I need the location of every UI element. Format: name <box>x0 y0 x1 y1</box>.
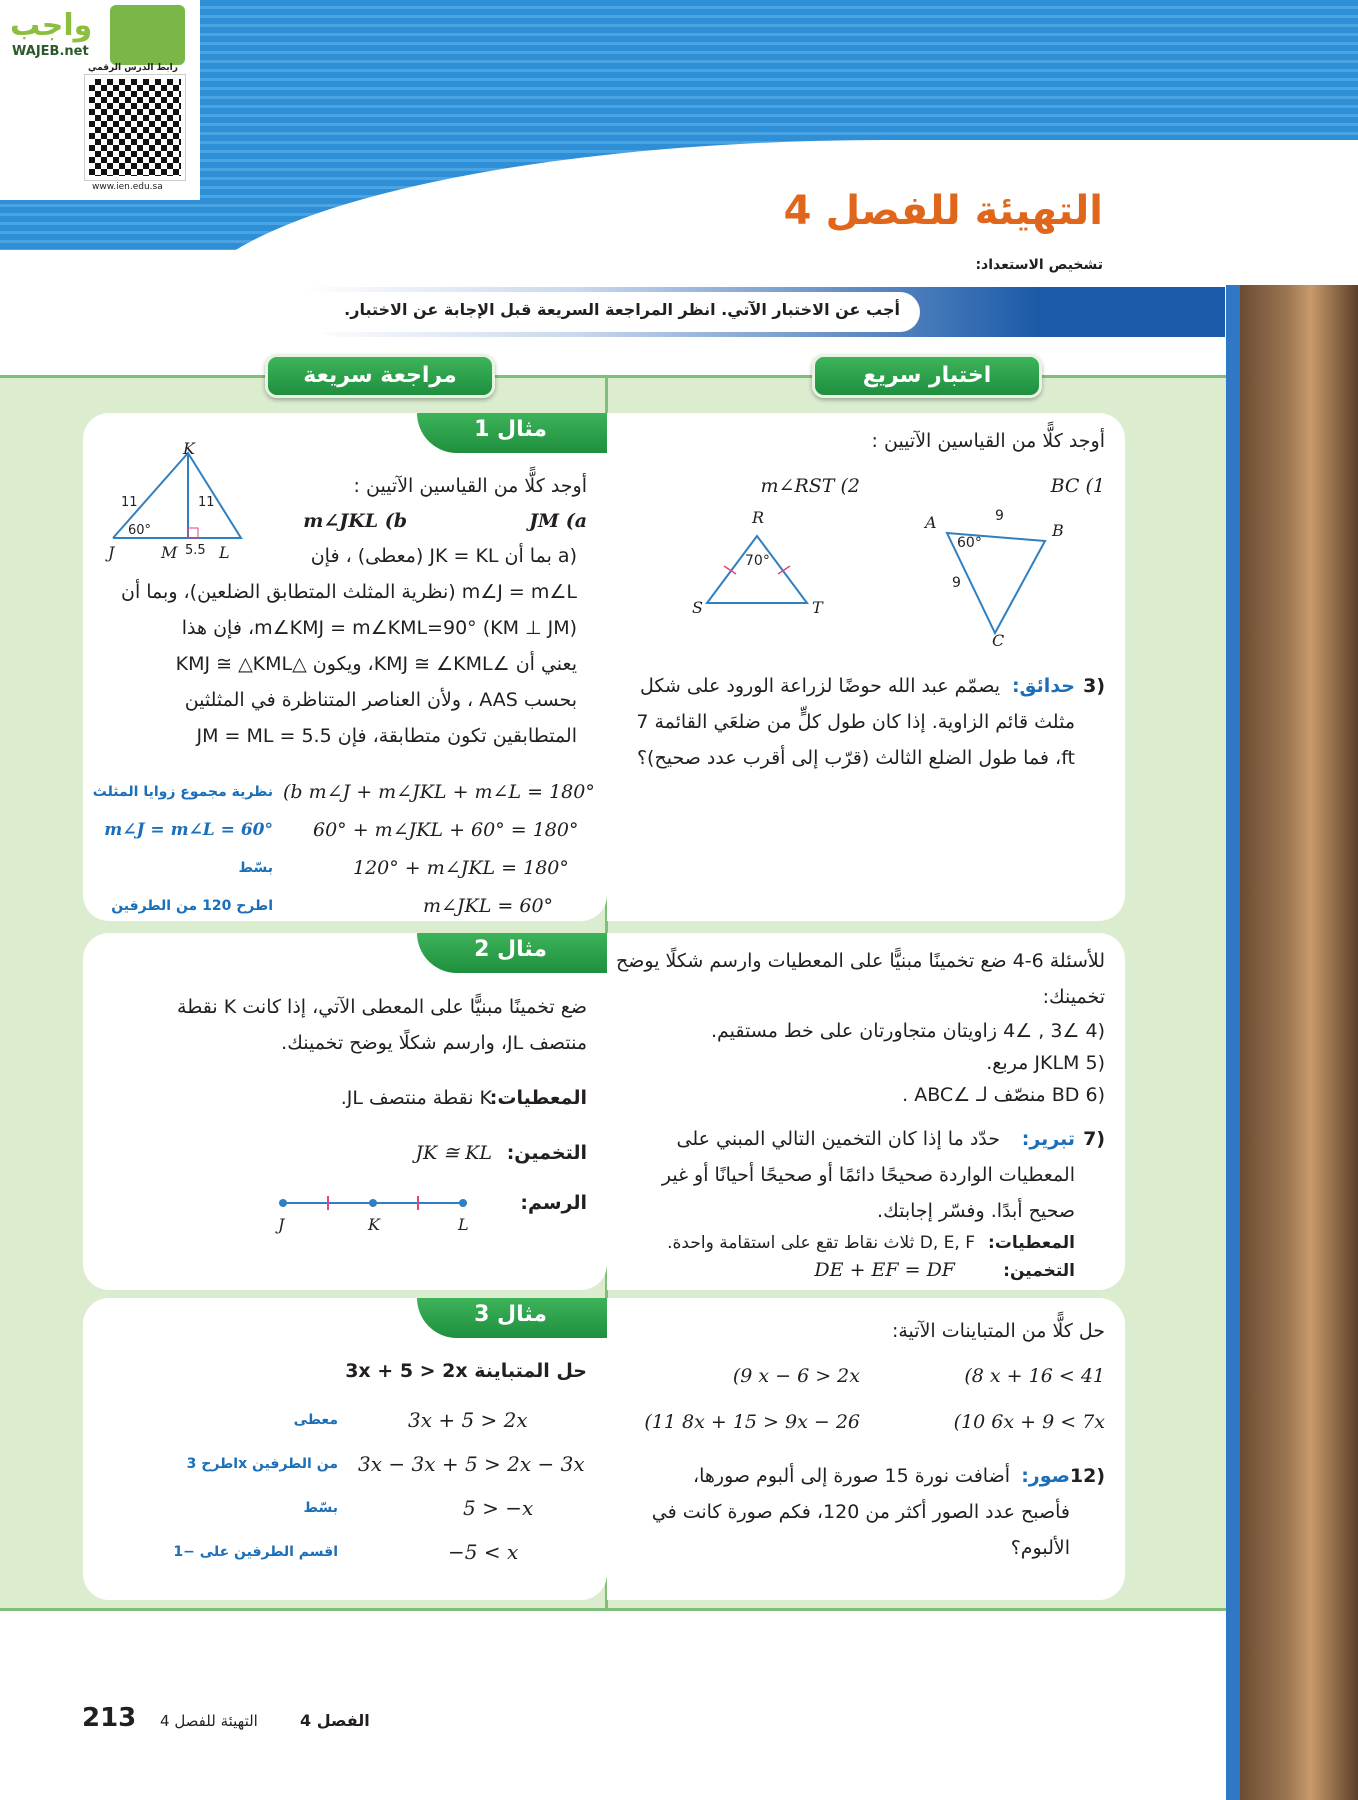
conjecture-label: التخمين: <box>1003 1261 1075 1281</box>
subtitle: تشخيص الاستعداد: <box>975 257 1103 273</box>
question-5: (5 JKLM مربع. <box>986 1052 1105 1074</box>
side-photo <box>1240 285 1358 1800</box>
url: www.ien.edu.sa <box>92 182 163 192</box>
solution-line: يعني أن ∠KMJ ≅ ∠KML، ويكون △KMJ ≅ △KML <box>175 653 577 675</box>
given-text: D, E, F ثلاث نقاط تقع على استقامة واحدة. <box>667 1233 975 1253</box>
label-t: T <box>812 598 823 617</box>
question-1: BC (1 <box>1050 475 1105 497</box>
quiz1-prompt: أوجد كلًّا من القياسين الآتيين : <box>871 430 1105 452</box>
example2-label: مثال 2 <box>417 933 607 973</box>
book-icon <box>110 5 185 65</box>
quiz3-prompt: حل كلًّا من المتباينات الآتية: <box>891 1320 1105 1342</box>
label-a: A <box>925 513 937 532</box>
instruction: أجب عن الاختبار الآتي. انظر المراجعة السريعة قبل الإجابة عن الاختبار. <box>300 292 920 332</box>
question-12: أضافت نورة 15 صورة إلى ألبوم صورها، فأصبح عدد الصور أكثر من 120، فكم صورة كانت في الألبوم؟ <box>651 1465 1070 1559</box>
triangle-jkl-figure <box>103 433 253 553</box>
qr-caption: رابط الدرس الرقمي <box>88 63 178 73</box>
side-ml: 5.5 <box>185 543 206 558</box>
question-12-tag: صور: <box>1021 1465 1070 1487</box>
example3-label: مثال 3 <box>417 1298 607 1338</box>
label-c: C <box>992 631 1005 650</box>
label-b: B <box>1052 521 1064 540</box>
segment-jl-figure <box>278 1193 468 1213</box>
page-number: 213 <box>82 1703 137 1733</box>
side-kl: 11 <box>198 495 215 510</box>
step-eq: 5 > −x <box>463 1496 534 1520</box>
qr-code[interactable] <box>85 75 185 180</box>
quiz2-card <box>607 933 1125 1290</box>
example1-label: مثال 1 <box>417 413 607 453</box>
step-note: اطرح 120 من الطرفين <box>111 898 273 914</box>
step-note: معطى <box>293 1412 338 1428</box>
solution-line: المتطابقين تكون متطابقة، فإن JM = ML = 5.5 <box>196 725 577 747</box>
step-eq: 3x − 3x + 5 > 2x − 3x <box>358 1452 585 1476</box>
given-label: المعطيات: <box>489 1087 587 1109</box>
example1-prompt: أوجد كلًّا من القياسين الآتيين : <box>353 475 587 497</box>
conjecture-text: DE + EF = DF <box>814 1259 955 1281</box>
triangle-abc-figure <box>927 523 1047 643</box>
example3-steps <box>83 1398 607 1574</box>
solution-line: m∠J = m∠L (نظرية المثلث المتطابق الضلعين)، وبما أن <box>120 581 577 603</box>
footer-chapter: الفصل 4 <box>300 1711 370 1730</box>
question-9: (9 x − 6 > 2x <box>732 1365 860 1387</box>
step-eq: 3x + 5 > 2x <box>408 1408 528 1432</box>
question-8: (8 x + 16 < 41 <box>964 1365 1105 1387</box>
step-note: اقسم الطرفين على −1 <box>173 1544 338 1560</box>
tab-quiz: اختبار سريع <box>812 354 1042 398</box>
logo-sub: WAJEB.net <box>12 44 89 59</box>
tab-review: مراجعة سريعة <box>265 354 495 398</box>
side-ab: 9 <box>995 508 1004 524</box>
step-eq: −5 < x <box>448 1540 519 1564</box>
solution-line: (a بما أن JK = KL (معطى) ، فإن <box>310 545 577 567</box>
example3-card <box>83 1298 607 1600</box>
angle-r: 70° <box>745 553 770 569</box>
solution-line: m∠KMJ = m∠KML=90° (KM ⊥ JM)، فإن هذا <box>181 617 577 639</box>
conjecture-label: التخمين: <box>506 1142 587 1164</box>
question-2: m∠RST (2 <box>760 475 860 497</box>
question-6: (6 BD منصّف لـ ∠ABC . <box>902 1084 1105 1106</box>
question-11: (11 8x + 15 > 9x − 26 <box>644 1411 860 1433</box>
logo-text: واجب <box>10 8 93 43</box>
given-label: المعطيات: <box>988 1233 1075 1253</box>
drawing-label: الرسم: <box>520 1192 587 1214</box>
question-10: (10 6x + 9 < 7x <box>953 1411 1105 1433</box>
step-note: بسّط <box>238 860 273 876</box>
question-7-number: (7 <box>1083 1128 1105 1150</box>
quiz2-items <box>711 1015 1105 1111</box>
example2-prompt: ضع تخمينًا مبنيًّا على المعطى الآتي، إذا كانت K نقطة منتصف JL، وارسم شكلًا يوضح تخمينك. <box>177 996 587 1054</box>
given-text: K نقطة منتصف JL. <box>340 1087 492 1109</box>
footer-section: التهيئة للفصل 4 <box>160 1712 258 1730</box>
quiz2-prompt: للأسئلة 6-4 ضع تخمينًا مبنيًّا على المعطيات وارسم شكلًا يوضح تخمينك: <box>616 950 1105 1008</box>
label-l: L <box>219 543 230 562</box>
point-k: K <box>368 1215 380 1234</box>
side-rule <box>1226 285 1240 1800</box>
step-note: نظرية مجموع زوايا المثلث <box>92 784 273 800</box>
label-s: S <box>692 598 703 617</box>
quiz3-card <box>607 1298 1125 1600</box>
label-m: M <box>161 543 178 562</box>
side-jk: 11 <box>121 495 138 510</box>
page-title: التهيئة للفصل 4 <box>783 188 1103 234</box>
example2-card <box>83 933 607 1290</box>
step-eq: m∠JKL = 60° <box>423 895 554 917</box>
step-note: اطرح 3x من الطرفين <box>186 1456 338 1472</box>
example3-prompt: حل المتباينة 3x + 5 > 2x <box>345 1360 587 1382</box>
question-3-tag: حدائق: <box>1011 675 1075 697</box>
example1-card <box>83 413 607 921</box>
label-r: R <box>752 508 765 527</box>
point-j: J <box>278 1215 285 1234</box>
example1-b: m∠JKL (b <box>303 510 407 532</box>
question-3: يصمّم عبد الله حوضًا لزراعة الورود على شكل مثلث قائم الزاوية. إذا كان طول كلٍّ من ضلعَي القائمة 7 ft، فما طول الضلع الثالث (قرّب إلى أقرب عدد صحيح)؟ <box>636 675 1075 769</box>
angle-j: 60° <box>128 523 152 538</box>
step-eq: 60° + m∠JKL + 60° = 180° <box>313 819 579 841</box>
example1-a: JM (a <box>529 510 587 532</box>
solution-line: بحسب AAS ، ولأن العناصر المتناظرة في المثلثين <box>184 689 577 711</box>
question-7: حدّد ما إذا كان التخمين التالي المبني على المعطيات الواردة صحيحًا دائمًا أو صحيحًا أحيانًا أو غير صحيح أبدًا. وفسّر إجابتك. <box>661 1128 1075 1222</box>
side-ac: 9 <box>952 575 961 591</box>
quiz1-card <box>607 413 1125 921</box>
label-j: J <box>108 543 115 562</box>
point-l: L <box>458 1215 469 1234</box>
triangle-rst-figure <box>702 531 812 611</box>
example1-solution <box>87 538 577 754</box>
step-note: m∠J = m∠L = 60° <box>104 820 273 840</box>
question-3-number: (3 <box>1083 675 1105 697</box>
label-k: K <box>183 439 195 458</box>
example1-steps <box>83 773 607 925</box>
conjecture-text: JK ≅ KL <box>415 1142 492 1164</box>
question-12-number: (12 <box>1069 1465 1105 1487</box>
question-7-tag: تبرير: <box>1021 1128 1075 1150</box>
step-note: بسّط <box>303 1500 338 1516</box>
step-eq: 120° + m∠JKL = 180° <box>353 857 569 879</box>
question-4: (4 ∠3 , ∠4 زاويتان متجاورتان على خط مستقيم. <box>710 1020 1105 1042</box>
angle-a: 60° <box>957 535 982 551</box>
step-eq: (b m∠J + m∠JKL + m∠L = 180° <box>283 781 595 803</box>
